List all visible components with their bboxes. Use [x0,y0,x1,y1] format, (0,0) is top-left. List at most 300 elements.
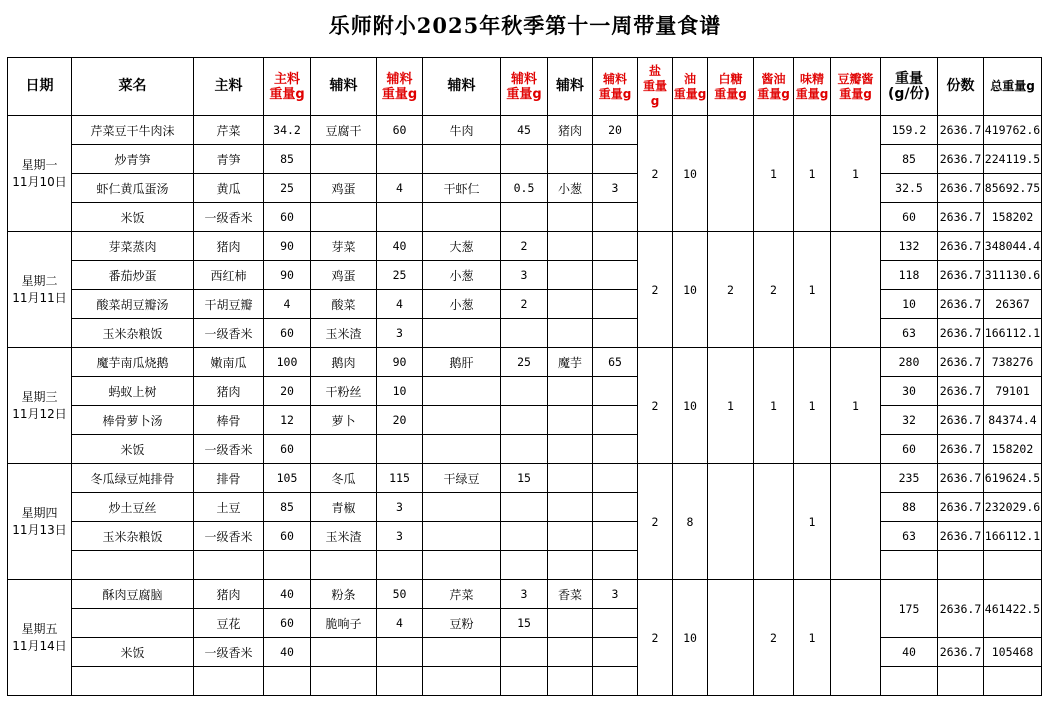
dish-cell [72,609,194,638]
main-ingredient-cell: 黄瓜 [194,174,264,203]
header-aux1-weight: 辅料 重量g [377,58,423,116]
total-cell: 85692.75 [984,174,1042,203]
salt-cell: 2 [638,232,673,348]
aux2-cell [423,493,501,522]
aux2-cell [423,522,501,551]
aux2-cell [423,551,501,580]
aux2-weight-cell: 15 [501,464,548,493]
main-ingredient-cell: 一级香米 [194,435,264,464]
header-aux1: 辅料 [311,58,377,116]
aux2-weight-cell [501,203,548,232]
header-main-weight: 主料 重量g [264,58,311,116]
weight-cell [881,551,938,580]
oil-cell: 10 [673,580,708,696]
header-oil: 油 重量g [673,58,708,116]
table-row [8,551,1042,580]
sugar-cell: 1 [708,348,754,464]
soy-cell: 2 [754,580,794,696]
aux3-weight-cell: 3 [593,174,638,203]
header-row [8,58,1042,116]
aux3-weight-cell [593,522,638,551]
dish-cell: 魔芋南瓜烧鹅 [72,348,194,377]
aux3-weight-cell [593,261,638,290]
portions-cell: 2636.7 [938,377,984,406]
main-ingredient-cell: 一级香米 [194,522,264,551]
aux1-weight-cell: 3 [377,319,423,348]
aux3-cell: 小葱 [548,174,593,203]
aux1-weight-cell [377,203,423,232]
aux2-cell: 小葱 [423,290,501,319]
dish-cell: 芽菜蒸肉 [72,232,194,261]
main-ingredient-cell: 猪肉 [194,580,264,609]
aux1-cell: 玉米渣 [311,319,377,348]
weekday-label: 星期四 [21,505,58,520]
weight-cell: 32.5 [881,174,938,203]
dish-cell: 米饭 [72,638,194,667]
weight-cell: 235 [881,464,938,493]
total-cell: 224119.5 [984,145,1042,174]
aux3-cell [548,261,593,290]
dish-cell: 酸菜胡豆瓣汤 [72,290,194,319]
oil-cell: 10 [673,116,708,232]
bean-paste-cell: 1 [831,116,881,232]
msg-cell: 1 [794,116,831,232]
soy-cell: 1 [754,116,794,232]
dish-cell [72,667,194,696]
soy-cell: 1 [754,348,794,464]
bean-paste-cell: 1 [831,348,881,464]
main-ingredient-cell: 一级香米 [194,638,264,667]
portions-cell: 2636.7 [938,348,984,377]
date-cell [8,464,72,580]
aux1-weight-cell: 40 [377,232,423,261]
aux3-cell [548,609,593,638]
aux1-cell [311,145,377,174]
date-cell [8,580,72,696]
table-row [8,174,1042,203]
dish-cell: 蚂蚁上树 [72,377,194,406]
menu-table [7,57,1042,696]
total-cell: 738276 [984,348,1042,377]
header-main: 主料 [194,58,264,116]
dish-cell: 虾仁黄瓜蛋汤 [72,174,194,203]
table-row [8,319,1042,348]
aux2-weight-cell [501,145,548,174]
aux1-weight-cell: 25 [377,261,423,290]
weight-cell: 159.2 [881,116,938,145]
aux3-weight-cell [593,232,638,261]
header-aux2-weight: 辅料 重量g [501,58,548,116]
aux3-weight-cell: 3 [593,580,638,609]
main-ingredient-cell: 排骨 [194,464,264,493]
total-cell: 232029.6 [984,493,1042,522]
date-label: 11月14日 [12,638,67,653]
portions-cell: 2636.7 [938,406,984,435]
main-weight-cell: 100 [264,348,311,377]
aux3-cell [548,464,593,493]
weight-cell: 63 [881,522,938,551]
main-ingredient-cell [194,667,264,696]
dish-cell: 芹菜豆干牛肉沫 [72,116,194,145]
aux3-cell: 猪肉 [548,116,593,145]
portions-cell: 2636.7 [938,203,984,232]
aux1-weight-cell: 90 [377,348,423,377]
portions-cell: 2636.7 [938,522,984,551]
main-ingredient-cell: 猪肉 [194,232,264,261]
aux2-weight-cell [501,435,548,464]
dish-cell: 米饭 [72,435,194,464]
weight-cell: 10 [881,290,938,319]
main-weight-cell: 60 [264,319,311,348]
aux1-cell: 鹅肉 [311,348,377,377]
aux1-weight-cell: 3 [377,522,423,551]
aux2-weight-cell: 45 [501,116,548,145]
aux2-weight-cell [501,493,548,522]
portions-cell: 2636.7 [938,435,984,464]
sugar-cell [708,116,754,232]
table-row [8,406,1042,435]
total-cell: 166112.1 [984,522,1042,551]
aux2-weight-cell: 0.5 [501,174,548,203]
aux2-cell: 干绿豆 [423,464,501,493]
salt-cell: 2 [638,116,673,232]
aux1-weight-cell: 4 [377,290,423,319]
main-ingredient-cell: 芹菜 [194,116,264,145]
salt-cell: 2 [638,580,673,696]
aux3-cell [548,551,593,580]
aux2-cell [423,435,501,464]
sugar-cell: 2 [708,232,754,348]
page-title: 乐师附小2025年秋季第十一周带量食谱 [328,13,722,38]
aux2-cell: 小葱 [423,261,501,290]
main-weight-cell: 105 [264,464,311,493]
aux1-cell: 青椒 [311,493,377,522]
table-row [8,493,1042,522]
aux3-cell: 香菜 [548,580,593,609]
weight-cell: 32 [881,406,938,435]
aux1-weight-cell: 20 [377,406,423,435]
table-row [8,464,1042,493]
aux2-weight-cell: 15 [501,609,548,638]
aux3-cell [548,377,593,406]
aux1-weight-cell [377,145,423,174]
main-ingredient-cell: 猪肉 [194,377,264,406]
dish-cell: 番茄炒蛋 [72,261,194,290]
aux2-weight-cell: 3 [501,580,548,609]
header-dish: 菜名 [72,58,194,116]
header-soy: 酱油 重量g [754,58,794,116]
aux1-weight-cell: 50 [377,580,423,609]
table-row [8,203,1042,232]
aux2-cell: 大葱 [423,232,501,261]
soy-cell [754,464,794,580]
table-row [8,435,1042,464]
header-aux3: 辅料 [548,58,593,116]
portions-cell [938,667,984,696]
aux1-cell [311,638,377,667]
total-cell: 79101 [984,377,1042,406]
aux2-cell: 鹅肝 [423,348,501,377]
aux1-cell: 鸡蛋 [311,174,377,203]
main-weight-cell: 60 [264,203,311,232]
weight-cell: 175 [881,580,938,638]
weight-cell [881,667,938,696]
aux3-cell: 魔芋 [548,348,593,377]
aux3-weight-cell [593,609,638,638]
dish-cell: 炒土豆丝 [72,493,194,522]
date-cell [8,116,72,232]
aux2-cell: 豆粉 [423,609,501,638]
aux1-weight-cell [377,667,423,696]
main-weight-cell: 40 [264,638,311,667]
table-row [8,638,1042,667]
aux1-cell [311,203,377,232]
aux3-weight-cell [593,464,638,493]
portions-cell: 2636.7 [938,174,984,203]
aux1-weight-cell: 10 [377,377,423,406]
aux1-cell: 冬瓜 [311,464,377,493]
aux1-weight-cell: 115 [377,464,423,493]
weekday-label: 星期三 [21,389,58,404]
msg-cell: 1 [794,348,831,464]
aux3-weight-cell: 65 [593,348,638,377]
aux2-cell [423,319,501,348]
aux3-weight-cell [593,319,638,348]
aux3-cell [548,290,593,319]
aux1-weight-cell [377,435,423,464]
weight-cell: 60 [881,203,938,232]
weekday-label: 星期五 [21,621,58,636]
total-cell: 158202 [984,203,1042,232]
aux1-cell: 萝卜 [311,406,377,435]
aux2-weight-cell: 25 [501,348,548,377]
aux2-cell: 干虾仁 [423,174,501,203]
oil-cell: 10 [673,232,708,348]
main-ingredient-cell: 豆花 [194,609,264,638]
main-weight-cell: 90 [264,232,311,261]
weight-cell: 63 [881,319,938,348]
header-aux3-weight: 辅料 重量g [593,58,638,116]
aux2-weight-cell [501,406,548,435]
aux1-cell [311,551,377,580]
dish-cell: 棒骨萝卜汤 [72,406,194,435]
aux2-cell [423,638,501,667]
aux1-cell: 粉条 [311,580,377,609]
aux1-weight-cell: 4 [377,174,423,203]
header-weight: 重量 (g/份) [881,58,938,116]
main-weight-cell: 60 [264,609,311,638]
weekday-label: 星期二 [21,273,58,288]
table-row [8,522,1042,551]
aux3-cell [548,232,593,261]
dish-cell: 炒青笋 [72,145,194,174]
aux1-cell: 干粉丝 [311,377,377,406]
portions-cell: 2636.7 [938,261,984,290]
weekday-label: 星期一 [21,157,58,172]
header-date: 日期 [8,58,72,116]
date-label: 11月10日 [12,174,67,189]
total-cell: 105468 [984,638,1042,667]
table-row [8,261,1042,290]
main-ingredient-cell: 一级香米 [194,203,264,232]
aux3-cell [548,638,593,667]
aux1-weight-cell: 3 [377,493,423,522]
portions-cell: 2636.7 [938,145,984,174]
aux1-cell: 芽菜 [311,232,377,261]
aux2-weight-cell [501,522,548,551]
msg-cell: 1 [794,580,831,696]
main-ingredient-cell: 青笋 [194,145,264,174]
date-cell [8,232,72,348]
main-weight-cell: 40 [264,580,311,609]
oil-cell: 8 [673,464,708,580]
aux3-cell [548,145,593,174]
table-row [8,145,1042,174]
aux2-cell [423,667,501,696]
portions-cell [938,551,984,580]
main-weight-cell: 90 [264,261,311,290]
table-row [8,348,1042,377]
aux3-cell [548,319,593,348]
aux2-weight-cell [501,638,548,667]
aux2-cell [423,145,501,174]
total-cell: 419762.6 [984,116,1042,145]
weight-cell: 85 [881,145,938,174]
portions-cell: 2636.7 [938,116,984,145]
bean-paste-cell [831,580,881,696]
table-row [8,377,1042,406]
aux2-weight-cell [501,551,548,580]
aux3-weight-cell [593,145,638,174]
aux2-weight-cell: 3 [501,261,548,290]
aux2-cell: 芹菜 [423,580,501,609]
dish-cell [72,551,194,580]
aux2-cell: 牛肉 [423,116,501,145]
header-msg: 味精 重量g [794,58,831,116]
sugar-cell [708,464,754,580]
dish-cell: 冬瓜绿豆炖排骨 [72,464,194,493]
aux1-cell: 玉米渣 [311,522,377,551]
aux1-cell [311,435,377,464]
main-weight-cell: 25 [264,174,311,203]
main-weight-cell: 34.2 [264,116,311,145]
main-weight-cell: 85 [264,145,311,174]
aux1-weight-cell: 60 [377,116,423,145]
aux2-cell [423,203,501,232]
salt-cell: 2 [638,348,673,464]
total-cell: 461422.5 [984,580,1042,638]
main-weight-cell [264,551,311,580]
aux1-cell [311,667,377,696]
portions-cell: 2636.7 [938,580,984,638]
aux3-weight-cell [593,551,638,580]
soy-cell: 2 [754,232,794,348]
date-label: 11月13日 [12,522,67,537]
weight-cell: 280 [881,348,938,377]
aux1-cell: 鸡蛋 [311,261,377,290]
header-aux2: 辅料 [423,58,501,116]
msg-cell: 1 [794,232,831,348]
aux2-weight-cell: 2 [501,232,548,261]
main-weight-cell: 60 [264,435,311,464]
main-ingredient-cell: 西红柿 [194,261,264,290]
portions-cell: 2636.7 [938,464,984,493]
total-cell [984,551,1042,580]
total-cell: 311130.6 [984,261,1042,290]
oil-cell: 10 [673,348,708,464]
aux1-cell: 酸菜 [311,290,377,319]
header-bean-paste: 豆瓣酱 重量g [831,58,881,116]
aux3-weight-cell [593,203,638,232]
aux3-cell [548,667,593,696]
aux3-weight-cell [593,406,638,435]
main-weight-cell: 20 [264,377,311,406]
aux3-cell [548,406,593,435]
header-total: 总重量g [984,58,1042,116]
table-row [8,667,1042,696]
aux3-weight-cell [593,667,638,696]
aux2-cell [423,377,501,406]
main-ingredient-cell: 土豆 [194,493,264,522]
main-ingredient-cell: 嫩南瓜 [194,348,264,377]
total-cell: 348044.4 [984,232,1042,261]
aux2-weight-cell [501,377,548,406]
weight-cell: 88 [881,493,938,522]
total-cell: 166112.1 [984,319,1042,348]
total-cell [984,667,1042,696]
dish-cell: 玉米杂粮饭 [72,319,194,348]
header-portions: 份数 [938,58,984,116]
date-label: 11月12日 [12,406,67,421]
total-cell: 84374.4 [984,406,1042,435]
portions-cell: 2636.7 [938,290,984,319]
aux3-weight-cell [593,290,638,319]
main-weight-cell: 12 [264,406,311,435]
main-ingredient-cell [194,551,264,580]
main-weight-cell [264,667,311,696]
weight-cell: 30 [881,377,938,406]
aux2-weight-cell: 2 [501,290,548,319]
header-sugar: 白糖 重量g [708,58,754,116]
aux1-cell: 豆腐干 [311,116,377,145]
main-ingredient-cell: 一级香米 [194,319,264,348]
aux2-weight-cell [501,667,548,696]
aux1-weight-cell [377,638,423,667]
bean-paste-cell [831,464,881,580]
aux1-weight-cell: 4 [377,609,423,638]
aux1-weight-cell [377,551,423,580]
dish-cell: 米饭 [72,203,194,232]
aux3-weight-cell: 20 [593,116,638,145]
total-cell: 26367 [984,290,1042,319]
total-cell: 619624.5 [984,464,1042,493]
aux3-weight-cell [593,493,638,522]
aux1-cell: 脆响子 [311,609,377,638]
weight-cell: 60 [881,435,938,464]
aux3-cell [548,435,593,464]
portions-cell: 2636.7 [938,319,984,348]
weight-cell: 132 [881,232,938,261]
aux2-cell [423,406,501,435]
total-cell: 158202 [984,435,1042,464]
aux3-weight-cell [593,377,638,406]
portions-cell: 2636.7 [938,493,984,522]
weight-cell: 40 [881,638,938,667]
main-weight-cell: 85 [264,493,311,522]
dish-cell: 酥肉豆腐脑 [72,580,194,609]
aux3-weight-cell [593,435,638,464]
header-salt: 盐 重量 g [638,58,673,116]
